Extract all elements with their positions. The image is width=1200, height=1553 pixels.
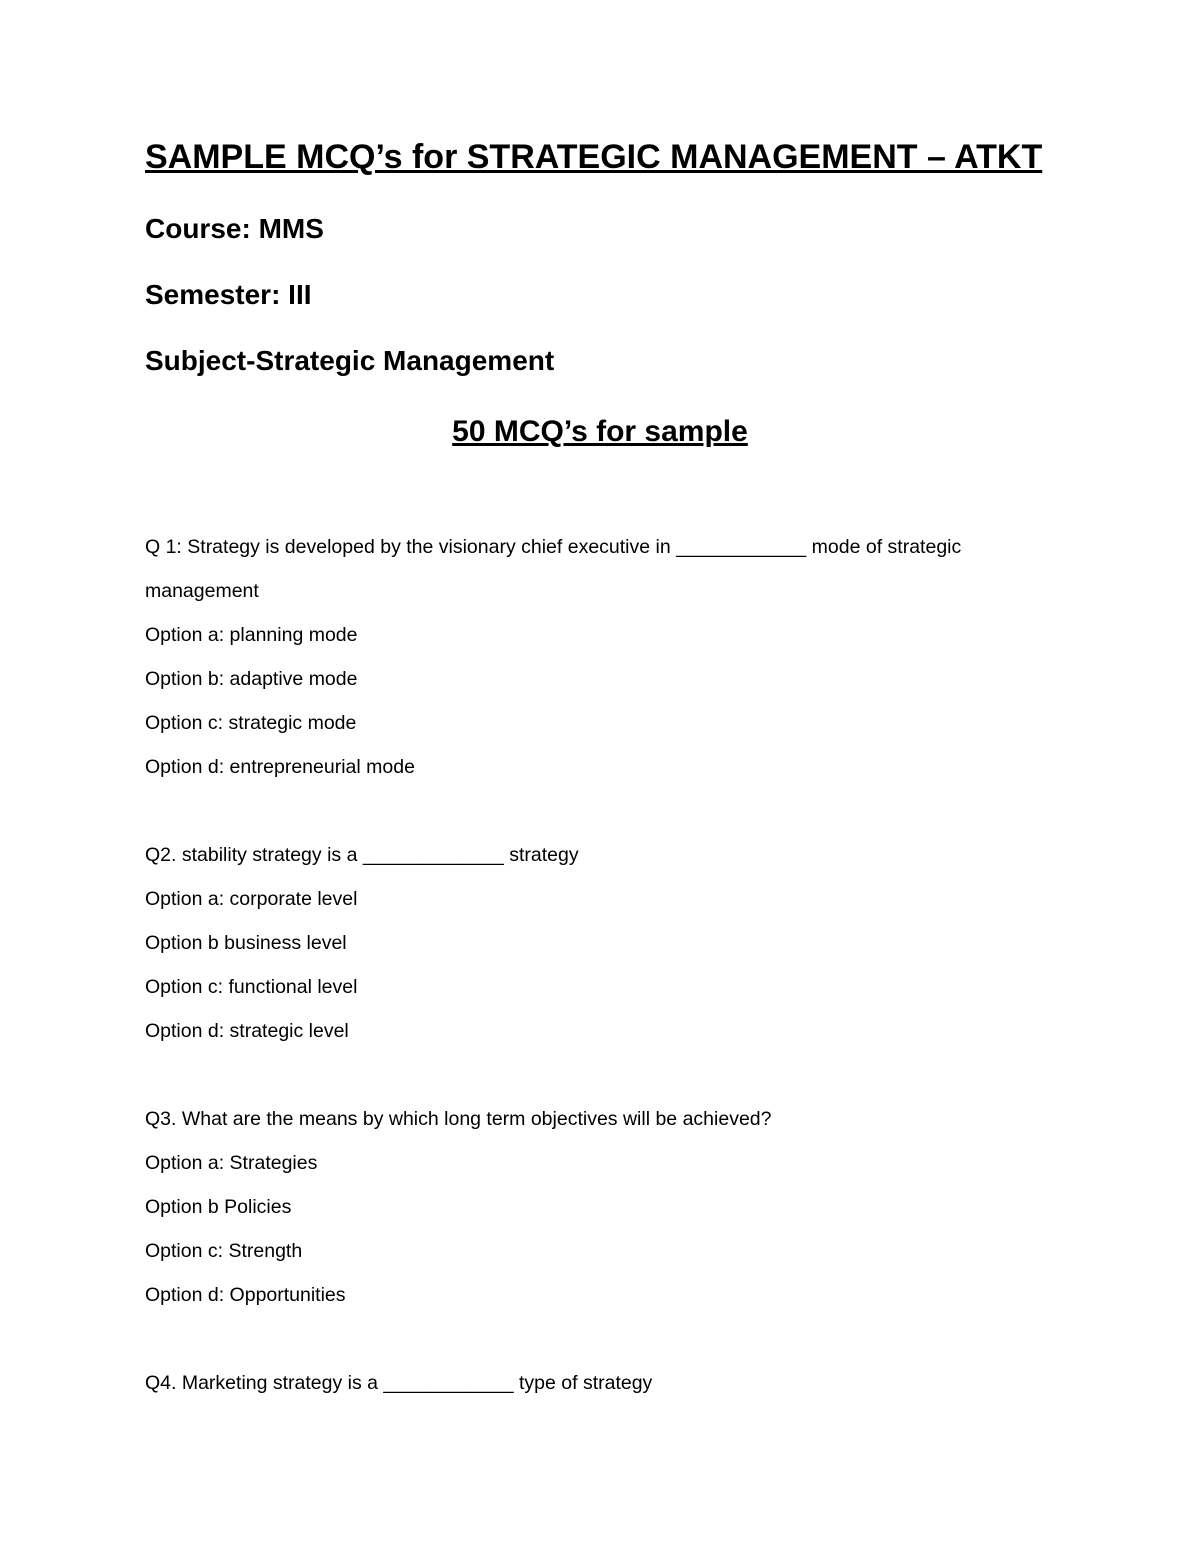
question-text: Q2. stability strategy is a _____________ strategy xyxy=(145,844,579,866)
option-line: Option c: Strength xyxy=(145,1240,303,1262)
course-line: Course: MMS xyxy=(145,213,324,244)
option-line: Option d: Opportunities xyxy=(145,1284,346,1306)
option-line: Option a: corporate level xyxy=(145,888,358,910)
semester-line: Semester: III xyxy=(145,279,312,310)
question-block xyxy=(145,525,1060,789)
question-block xyxy=(145,1097,1060,1317)
option-line: Option a: planning mode xyxy=(145,624,358,646)
option-line: Option b business level xyxy=(145,932,347,954)
option-line: Option b Policies xyxy=(145,1196,292,1218)
section-heading: 50 MCQ’s for sample xyxy=(452,415,748,448)
question-block xyxy=(145,1361,1060,1405)
option-line: Option d: strategic level xyxy=(145,1020,349,1042)
option-line: Option c: functional level xyxy=(145,976,358,998)
question-text: Q4. Marketing strategy is a ____________ type of strategy xyxy=(145,1372,653,1394)
question-block xyxy=(145,833,1060,1053)
option-line: Option c: strategic mode xyxy=(145,712,357,734)
option-line: Option d: entrepreneurial mode xyxy=(145,756,415,778)
questions-section xyxy=(145,525,1060,1405)
option-line: Option b: adaptive mode xyxy=(145,668,358,690)
subject-line: Subject-Strategic Management xyxy=(145,345,555,376)
question-text: Q3. What are the means by which long term objectives will be achieved? xyxy=(145,1108,772,1130)
question-text: Q 1: Strategy is developed by the visionary chief executive in ____________ mode of strategic management xyxy=(145,536,962,602)
document-title: SAMPLE MCQ’s for STRATEGIC MANAGEMENT – ATKT xyxy=(145,138,1043,176)
option-line: Option a: Strategies xyxy=(145,1152,318,1174)
